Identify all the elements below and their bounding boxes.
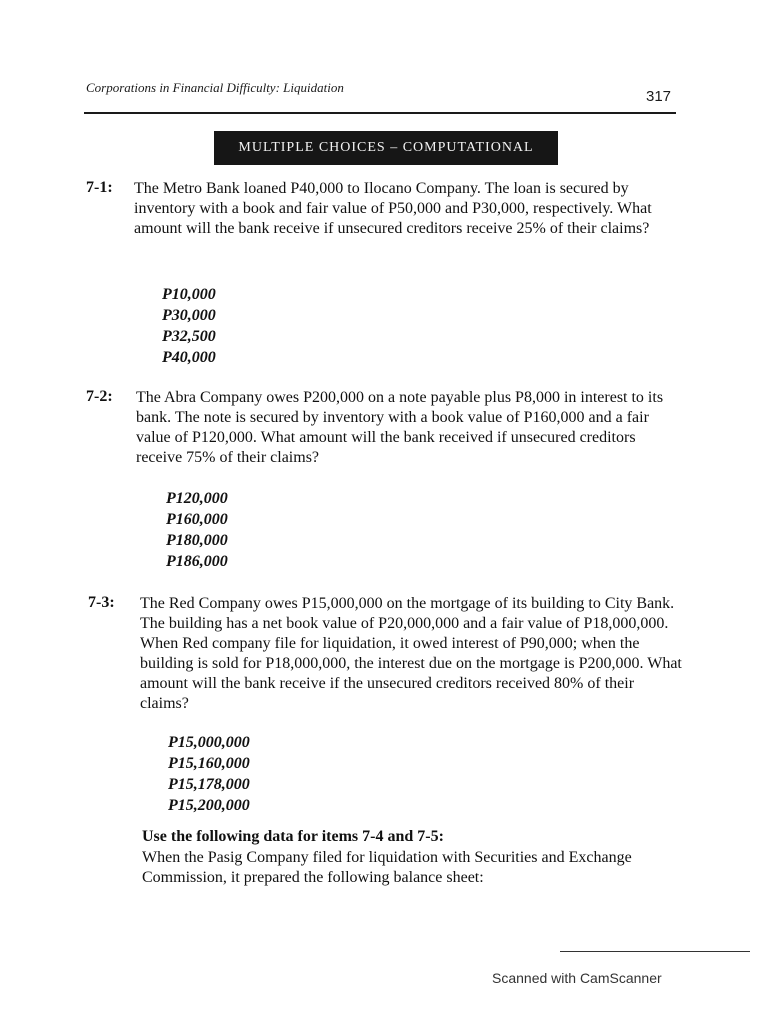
data-section-heading: Use the following data for items 7-4 and 7-5: (142, 828, 444, 845)
question-number: 7-1: (86, 179, 113, 196)
question-text: The Abra Company owes P200,000 on a note payable plus P8,000 in interest to its bank. The note is secured by inventory with a book value of P160,000 and a fair value of P120,000. What amount will the bank received if unsecured creditors receive 75% of their claims? (136, 389, 664, 466)
footer-rule (560, 951, 750, 952)
answer-choices (168, 732, 250, 816)
question-number: 7-3: (88, 594, 115, 611)
choice-c: P32,500 (162, 328, 216, 345)
data-section-text: When the Pasig Company filed for liquidation with Securities and Exchange Commission, it prepared the following balance sheet: (142, 849, 632, 886)
choice-b: P30,000 (162, 307, 216, 324)
page-number: 317 (646, 88, 672, 105)
choice-d: P186,000 (166, 553, 228, 570)
choice-d: P40,000 (162, 349, 216, 366)
question-text: The Red Company owes P15,000,000 on the mortgage of its building to City Bank. The building has a net book value of P20,000,000 and a fair value of P18,000,000. When Red company file for liquidation, it owed interest of P90,000; when the building is sold for P18,000,000, the interest due on the mortgage is P200,000. What amount will the bank receive if the unsecured creditors received 80% of their claims? (140, 595, 682, 712)
choice-d: P15,200,000 (168, 797, 250, 814)
choice-c: P15,178,000 (168, 776, 250, 793)
choice-b: P160,000 (166, 511, 228, 528)
scanner-watermark: Scanned with CamScanner (492, 970, 662, 986)
choice-b: P15,160,000 (168, 755, 250, 772)
question-number: 7-2: (86, 388, 113, 405)
question-text: The Metro Bank loaned P40,000 to Ilocano Company. The loan is secured by inventory with a book and fair value of P50,000 and P30,000, respectively. What amount will the bank receive if unsecured creditors receive 25% of their claims? (134, 180, 652, 237)
section-title-banner (214, 131, 558, 165)
section-title: MULTIPLE CHOICES – COMPUTATIONAL (238, 140, 534, 155)
choice-a: P120,000 (166, 490, 228, 507)
answer-choices (166, 488, 228, 572)
header-rule (84, 112, 676, 114)
choice-a: P15,000,000 (168, 734, 250, 751)
running-head: Corporations in Financial Difficulty: Liquidation (86, 80, 344, 95)
choice-a: P10,000 (162, 286, 216, 303)
choice-c: P180,000 (166, 532, 228, 549)
answer-choices (162, 284, 216, 368)
